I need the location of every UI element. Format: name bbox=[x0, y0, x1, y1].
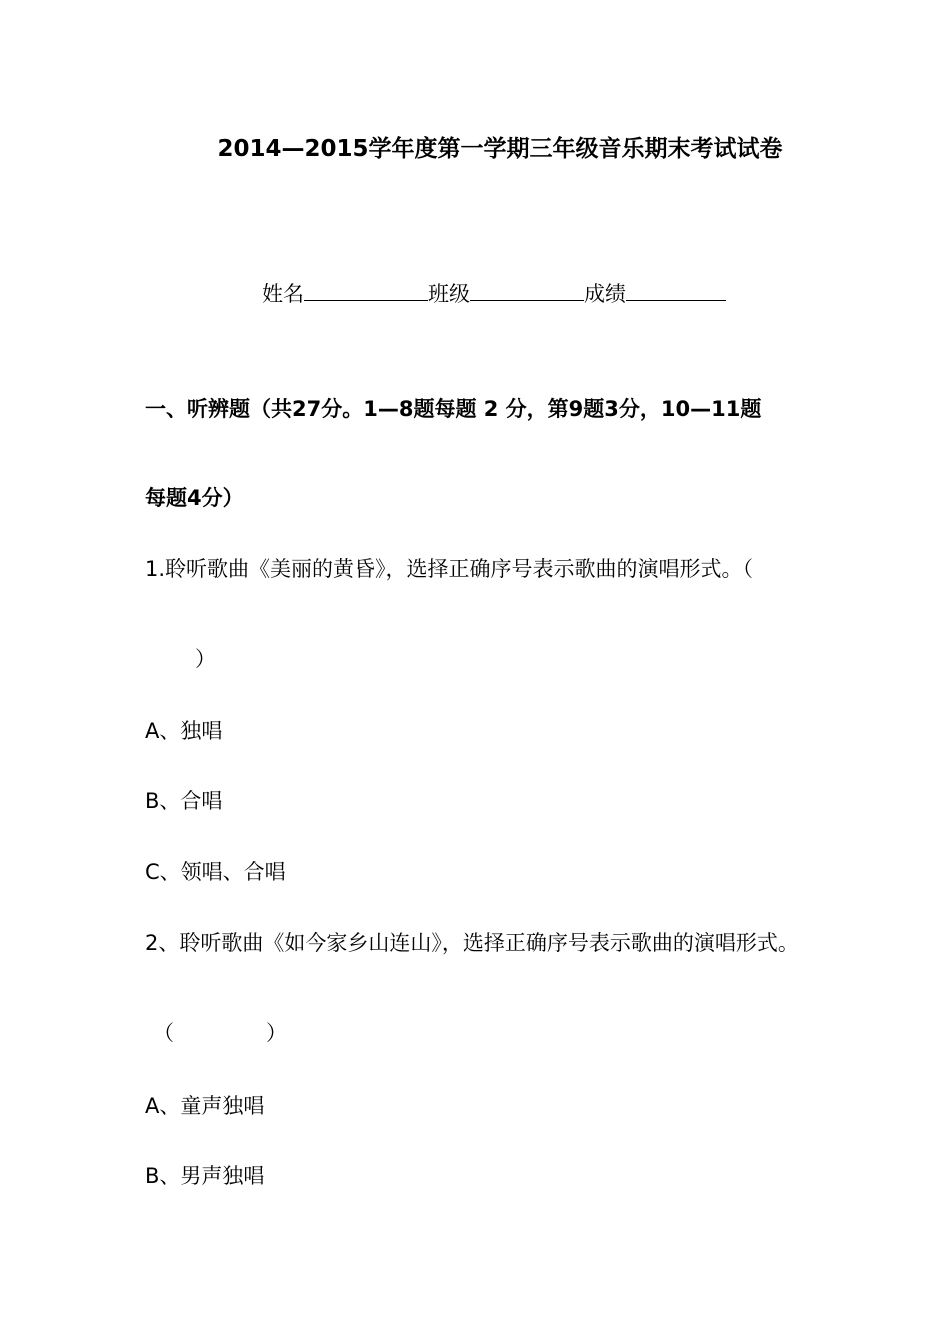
question-1-option-b: B、合唱 bbox=[145, 789, 223, 813]
section-heading-line2: 每题4分） bbox=[145, 486, 244, 510]
score-blank[interactable] bbox=[626, 278, 726, 301]
paren-close: ） bbox=[266, 1021, 287, 1045]
question-2-option-a: A、童声独唱 bbox=[145, 1094, 265, 1118]
question-1-stem: 1.聆听歌曲《美丽的黄昏》，选择正确序号表示歌曲的演唱形式。（ bbox=[145, 557, 754, 581]
question-2-answer-paren bbox=[153, 1019, 287, 1047]
page-title: 2014—2015学年度第一学期三年级音乐期末考试试卷 bbox=[217, 136, 783, 162]
question-1-option-c: C、领唱、合唱 bbox=[145, 860, 286, 884]
question-2-stem: 2、聆听歌曲《如今家乡山连山》，选择正确序号表示歌曲的演唱形式。 bbox=[145, 931, 799, 955]
student-info-row bbox=[262, 278, 726, 308]
question-1-paren-close: ） bbox=[195, 647, 216, 671]
name-label: 姓名 bbox=[262, 282, 304, 306]
paren-open: （ bbox=[153, 1021, 174, 1045]
score-label: 成绩 bbox=[584, 282, 626, 306]
section-heading-line1: 一、听辨题（共27分。1—8题每题 2 分，第9题3分，10—11题 bbox=[145, 397, 762, 421]
name-blank[interactable] bbox=[304, 278, 428, 301]
question-1-option-a: A、独唱 bbox=[145, 719, 223, 743]
class-label: 班级 bbox=[428, 282, 470, 306]
class-blank[interactable] bbox=[470, 278, 584, 301]
question-2-option-b: B、男声独唱 bbox=[145, 1164, 265, 1188]
